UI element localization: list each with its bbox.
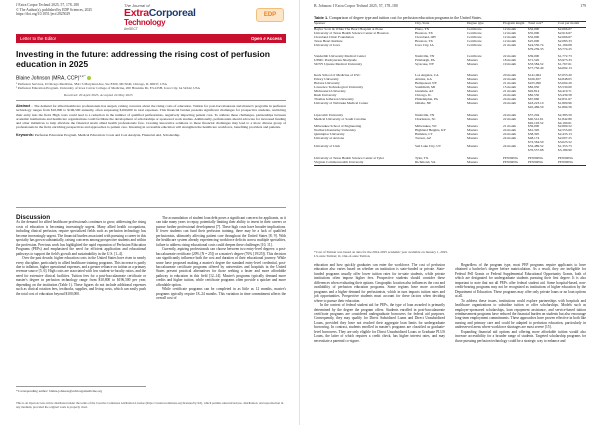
table-cell: Masters (467, 59, 478, 62)
table-caption-text: Comparison of degree type and tuition cost for perfusion education programs in the United States. (329, 16, 482, 20)
table-cell: 20 month (503, 74, 517, 78)
table-body (314, 27, 586, 165)
table-cell: 21 month (503, 82, 517, 86)
table-cell: Houston, TX (415, 39, 433, 43)
body-paragraph: Expanding financial aid options and offering more affordable tuition would also increase accessibility for a broader range of students. Targeted scholarship programs for those pursuing perfusion technology could be a strategic way to enhance and (455, 329, 586, 343)
table-cell: $71,520 (528, 59, 540, 62)
logo-corporeal: Corporeal (148, 7, 196, 19)
table-cell: Atlanta, GA (415, 78, 432, 82)
table-cell: 12 month (503, 27, 517, 31)
abstract-label: Abstract (16, 104, 31, 108)
table-cell: $7,053.20 (558, 74, 572, 78)
table-cell: $25,000 (528, 39, 540, 43)
table-cell: Chicago, IL (415, 94, 432, 98)
article-title: Investing in the future: addressing the rising cost of perfusion education in 2025 (16, 49, 271, 69)
table-cell: PENDING (558, 156, 574, 160)
running-head-citation: B. Johnson: J Extra Corpor Technol 2025, 57, 178–180 (314, 4, 398, 8)
table-cell: $82,950 (528, 86, 540, 90)
table-cell: $1,800.96 (558, 102, 572, 106)
abstract-text: – The demand for allied healthcare professionals has surged, raising concerns about the rising costs of education. Tuition for post-baccalaureate and master's programs in perfusion technology ranges from $10,800 to $196,500 annually, often surpassing $100,000 in total expenses. This financial burden presents significant challenges for prospective students, restricting their entry into the field. High costs could lead to a reduction in the number of qualified perfusionists, negatively impacting patient care. To address these challenges, partnerships between academic institutions and healthcare organizations could facilitate the development of scholarships or sponsored work studies. Additionally, perfusionists should advocate for increased funding and other initiatives to help alleviate the financial strain allied health professionals face. Creating innovative solutions to these financial challenges may lead to a more diverse group of professionals in the field, enriching perspectives and approaches to patient care. Investing in accessible education will strengthen the healthcare workforce, benefiting providers and patients. (16, 104, 286, 130)
table-cell: $40,541.61 (528, 117, 544, 121)
table-cell: 21 month (503, 90, 517, 94)
table-cell: 15 month (503, 86, 517, 90)
table-cell: $57,204 (528, 113, 540, 117)
table-cell: Certificate (467, 55, 482, 59)
journal-citation: J Extra Corpor Technol 2025, 57, 178–180 (16, 3, 79, 7)
table-cell: 21 month (503, 125, 517, 129)
table-notes (314, 250, 586, 258)
table-cell: PENDING (503, 156, 519, 160)
table-cell: PENDING (558, 161, 586, 165)
body-paragraph: In the context of federal student aid for PEPs, the type of loan awarded is primarily determined by the degree the program offers. Students enrolled in post-baccalaureate certificate programs are considered undergraduate borrowers for federal aid purposes. Consequently, they may qualify for Direct Subsidized Loans and Direct Unsubsidized Loans, provided they have not reached their aggregate loan limits for undergraduate borrowing. In contrast, students enrolled in master's programs are classified as graduate-level borrowers. They are only eligible for Direct Unsubsidized Loans or Graduate PLUS Loans, the latter of which requires a credit check, has higher interest rates, and may necessitate a parental co-signer. (314, 303, 445, 343)
table-cell: Los Angeles, CA (415, 74, 439, 78)
table-cell: Vanderbilt University Medical Center (314, 55, 366, 59)
table-cell: 24 month (503, 94, 517, 98)
table-cell: Certificate (467, 35, 482, 39)
table-cell: Milwaukee School of Engineering (314, 125, 362, 129)
column-header: City, State (415, 22, 467, 28)
table-cell: $2,916.67 (558, 31, 572, 35)
table-note: *Cost of Tuition was based on data for the 2024-2025 academic year available on January 1, 2025. (314, 250, 448, 254)
table-cell: Masters (467, 90, 478, 94)
table-cell: $59,000 (528, 125, 540, 129)
table-cell: 24 month (503, 133, 517, 137)
body-paragraph: While certificate programs can be completed in as little as 12 months, master's programs typically require 18–24 months. This variation in time commitment affects the overall cost of (156, 287, 286, 301)
table-cell: Baylor Scott & White The Heart Hospital at Plano (314, 27, 384, 31)
received-accepted-dates: Received: 20 April 2025, Accepted 24 May 2025 (64, 93, 133, 97)
table-cell: 24 month (503, 102, 517, 106)
journal-logo (124, 3, 208, 31)
table-cell: 12 month (503, 39, 517, 43)
table-cell: University of Texas Health Science Center at Houston (314, 31, 389, 35)
table-cell: Certificate (467, 27, 482, 31)
table-cell: Thomas Jefferson University (314, 98, 354, 102)
table-cell: $45,469.50 (528, 106, 544, 110)
table-cell: Certificate (467, 43, 482, 47)
table-cell: 19 month (503, 62, 517, 66)
table-cell: $24,550.74 (528, 43, 544, 47)
column-header: Sponsor (314, 22, 415, 28)
table-cell: Lipscomb University (314, 113, 344, 117)
table-cell: 12 month (503, 31, 517, 35)
table-cell: $3,439.58 (558, 94, 572, 98)
table-cell: $2,433.13 (558, 133, 572, 137)
table-cell: Masters (467, 86, 478, 90)
table-cell: Syracuse, NY (415, 62, 435, 66)
section-heading-discussion: Discussion (16, 214, 51, 221)
table-cell: $2,383.50 (558, 113, 572, 117)
table-cell: Masters (467, 161, 503, 165)
table-cell: $5,530.00 (558, 86, 572, 90)
table-cell: Glendale, AZ (415, 90, 434, 94)
author-line (16, 74, 91, 82)
column-header: Total cost* (528, 22, 558, 28)
table-cell: SUNY Upstate Medical University (314, 62, 363, 66)
table-cell: $82,550 (528, 94, 540, 98)
table-cell: Milwaukee, WI (415, 125, 437, 129)
logo-extra: Extra (124, 7, 149, 19)
table-cell: Medical University of South Carolina (314, 117, 366, 121)
open-access-label: Open ∂ Access (250, 36, 282, 41)
body-paragraph: Currently, aspiring professionals can choose between two entry-level degrees: a post-baccalaureate certificate (20% [N = 25]) or a master's degree (76% [19/25]). This decision can significantly influence both the cost and duration of their educational journey. While some have proposed making a master's degree the standard entry-level credential, post-baccalaureate certificate programs offered by universities and hospitals in the United States present practical alternatives for those seeking a faster and more affordable pathway to education in this field [12–14]. Master's programs typically demand more credits and higher tuition, while certificate programs often provide a quicker and more affordable option. (156, 247, 286, 287)
logo-prefix: The Journal of (124, 3, 150, 8)
table-cell: $32,489.52 (528, 145, 544, 149)
table-cell: $5,004.29 (558, 82, 572, 86)
abstract-box (16, 100, 286, 208)
table-cell: Quinnipiac University (314, 133, 345, 137)
table-cell: Keck School of Medicine of USC (314, 74, 361, 78)
table-cell: Hempstead, NY (415, 82, 438, 86)
body-paragraph: The accumulation of student loan debt poses a significant concern for applicants, as it can take many years to repay, potentially limiting their ability to invest in their careers or pursue further professional development [7]. These high costs have broader implications. If fewer students can fund their perfusion training, there may be a lack of qualified perfusionists, ultimately affecting patient care throughout the United States [8, 9]. With the healthcare system already experiencing workforce deficits across multiple specialties, failure to address rising educational costs could deepen these challenges [10, 11]. (156, 216, 286, 247)
table-cell: $4,419.71 (558, 90, 572, 94)
table-cell: Nashville, TN (415, 55, 435, 59)
doi-link[interactable]: https://doi.org/10.1051/ject/2025029 (16, 12, 71, 17)
table-cell: Emory University (314, 78, 339, 82)
table-cell: 22 month (503, 55, 517, 59)
table-cell: $2,083.33 (558, 39, 572, 43)
table-cell: $72,564.50 (528, 141, 544, 145)
table-cell: $2,809.52 (558, 125, 572, 129)
table-cell: $4,848.05 (558, 78, 572, 82)
table-cell: Masters (467, 133, 478, 137)
affiliations (16, 82, 286, 91)
table-cell: $1,353.73 (558, 145, 572, 149)
table-cell: Masters (467, 74, 478, 78)
table-cell: $32,000 (528, 35, 540, 39)
table-cell: Cleveland Clinic Foundation (314, 35, 354, 39)
table-cell: $92,193.52 (528, 121, 544, 125)
table-cell: 24 month (503, 98, 517, 102)
table-cell: $92,814 (528, 90, 540, 94)
journal-meta (16, 3, 92, 17)
table-cell: Certificate (467, 39, 482, 43)
table-cell: University of Texas Health Science Center at Tyler (314, 156, 384, 160)
table-cell: Midwestern University (314, 90, 346, 94)
table-cell: Masters (467, 156, 478, 160)
table-cell: $39,000 (528, 55, 540, 59)
affiliation: ² Perfusion Education Program, University of Iowa Carver College of Medicine, 200 Hawkins Dr, E3-225H, Iowa City, IA 52242, USA (16, 86, 201, 91)
table-cell: Nashville, TN (415, 113, 435, 117)
table-cell: Houston, TX (415, 31, 433, 35)
article-type: Letter to the Editor (20, 36, 57, 41)
table-cell: $4,092.13 (558, 66, 572, 70)
table-cell: $1,894.56 (558, 106, 572, 110)
table-cell: Masters (467, 62, 478, 66)
right-column-2 (455, 263, 586, 343)
keywords-line (16, 133, 286, 137)
table-cell: $3,189.90 (558, 149, 572, 153)
table-cell: Masters (467, 117, 478, 121)
table-cell: 24 month (503, 145, 517, 149)
affiliation: ¹ Perfusion Services, UChicago Medicine, 5841 S Maryland Ave, Ste E300, MC5040, Chicago, IL 60637, USA (16, 82, 167, 86)
running-head (314, 4, 586, 8)
table-cell: Charleston, SC (415, 117, 436, 121)
table-cell: Tyler, TX (415, 156, 429, 160)
table-cell: University of Nebraska Medical Center (314, 102, 369, 106)
left-column-2 (156, 216, 286, 301)
table-cell: Masters (467, 98, 478, 102)
right-column-1 (314, 263, 445, 343)
logo-technology: Technology (124, 18, 166, 27)
table-cell: Omaha, NE (415, 102, 432, 106)
table-cell: $1,772.73 (558, 55, 572, 59)
column-header: Cost per month (558, 22, 586, 28)
body-paragraph: Regardless of the program type, most PEP programs require applicants to have obtained a bachelor's degree before matriculation. As a result, they are ineligible for Federal Pell Grants or Federal Supplemental Educational Opportunity Grants, both of which are designated for undergraduate students pursuing their first degree. It is also important to note that not all PEPs offer federal student aid. Some hospital-based, non-credit-bearing programs may not be recognized as institutions of higher education by the Department of Education. These programs may offer only private loans or no loan options at all. (455, 263, 586, 299)
table-caption (314, 15, 586, 20)
table-cell: Masters (467, 113, 478, 117)
table-cell: $2,666.67 (558, 27, 572, 31)
table-cell: Masters (467, 145, 478, 149)
table-cell: Virginia Commonwealth University (314, 161, 415, 165)
table-cell: $61,320 (528, 129, 540, 133)
table-cell: Texas Heart Institute (314, 39, 343, 43)
table-cell: $79,259.33 (528, 47, 544, 51)
table-cell: Certificate (467, 31, 482, 35)
table-cell: $77,750.40 (528, 66, 544, 70)
table-cell: $3,023.52 (558, 141, 572, 145)
table-cell: $32,000 (528, 27, 540, 31)
author-marks: 1,2,* (79, 74, 86, 78)
table-cell: Philadelphia, PA (415, 98, 438, 102)
copyright-line: © The Author(s), published by EDP Sciences, 2025 (16, 7, 93, 12)
table-cell: Rush University (314, 94, 337, 98)
body-paragraph: education and how quickly graduates can enter the workforce. The cost of perfusion education also varies based on whether an institution is state-funded or private. State-funded programs usually offer lower tuition rates for in-state students, while private institutions often impose higher fees. Prospective students should consider these differences when evaluating their options. Geographic location also influences the cost and availability of perfusion education programs. Some regions have more accredited programs and a higher demand for perfusionists, which in turn impacts tuition rates and job opportunities. Prospective students must account for these factors when deciding where to pursue their education. (314, 263, 445, 303)
tuition-table (314, 21, 586, 166)
table-cell: $35,000 (528, 31, 540, 35)
body-paragraph: As the demand for allied healthcare professionals continues to grow, addressing the rising costs of education is becoming increasingly urgent. Many allied health occupations, including clinical perfusion, require specialized fields such as perfusion technology has become increasingly urgent. The financial burden associated with pursuing a career in this specialty has grown substantially, raising concerns among prospective students and within the profession. Previous work has highlighted the rapid expansion of Perfusion Education Programs (PEPs) and emphasized the need for efficient application and educational pathways to support the field's growth and sustainability in the U.S. [1–4]. (16, 220, 146, 256)
table-cell: $58,395 (528, 133, 540, 137)
left-column-1 (16, 216, 146, 296)
table-cell: Masters (467, 94, 478, 98)
table-cell: 22 month (503, 117, 517, 121)
table-cell: 24 month (503, 113, 517, 117)
table-cell: $2,831.67 (558, 98, 572, 102)
table-cell: Masters (467, 129, 478, 133)
table-cell: 24 month (503, 137, 517, 141)
table-cell: $1,169.08 (558, 43, 572, 47)
body-paragraph: Over the past decade, higher education costs in the United States have risen in nearly every discipline, particularly in allied healthcare training programs. This increase is partly due to inflation, higher operational expenses, and a greater reliance on tuition as a primary revenue source [5, 6]. High costs are associated with low student-to-faculty ratios, and the need for extensive clinical facilities. Tuition fees for a post-baccalaureate certificate or master's degree in perfusion technology range from $10,800 to $196,500 per year, depending on the institution (Table 1). These figures do not include additional expenses such as clinical rotation fees, textbooks, supplies, and living costs, which can easily push the total cost of education beyond $100,000. (16, 256, 146, 296)
table-cell: Southfield, MI (415, 86, 436, 90)
table-cell: Masters (467, 82, 478, 86)
table-label: Table 1. (314, 15, 329, 20)
logo-tagline: AmSECT (124, 27, 138, 31)
table-cell: University of Arizona (314, 137, 344, 141)
table-cell: $3,973.33 (558, 59, 572, 62)
table-cell: University of Iowa (314, 43, 340, 47)
page-179 (300, 0, 600, 425)
table-cell: Highland Heights, KY (415, 129, 447, 133)
table-cell: 21 month (503, 43, 517, 47)
body-paragraph: To address these issues, institutions could explore partnerships with hospitals and healthcare organizations to subsidize tuition or offer scholarships. Models such as employer-sponsored scholarships, loan repayment assistance, and service-based tuition reimbursement programs have reduced the financial burden on students but also encourage long-term employment commitments. These approaches have proven effective in both like nursing and primary care and could be adapted to perfusion education, particularly in underserved areas where workforce shortages are most severe [15]. (455, 298, 586, 330)
table-cell: Tucson, AZ (415, 137, 432, 141)
table-cell: Richmond, VA (415, 161, 467, 165)
author-name: Blaine Johnson (MRA, CCP) (16, 75, 80, 82)
table-cell: Plano, TX (415, 27, 430, 31)
table-cell: Masters (467, 78, 478, 82)
table-note: I-S-state Tuition; O- Out-of-state Tuition. (314, 254, 371, 259)
table-cell: Masters (467, 102, 478, 106)
table-cell: Masters (467, 125, 478, 129)
table-cell: 18 month (503, 59, 517, 62)
table-cell: 24 month (503, 129, 517, 133)
table-cell: $2,007.25 (558, 137, 572, 141)
table-cell: PENDING (528, 156, 544, 160)
table-cell: 12 month (503, 35, 517, 39)
table-cell: UPMC Presbyterian Shadyside (314, 59, 357, 62)
license-text: This is an Open Access article distributed under the terms of the Creative Commons Attribution License (https://creativecommons.org/licenses/by/4.0), which permits unrestricted use, distribution, and reproduction in any medium, provided the original work is properly cited. (16, 401, 284, 409)
table-cell: $106,657 (528, 78, 541, 82)
table-cell: Lawrence Technological University (314, 86, 364, 90)
table-cell: $76,557.68 (528, 149, 544, 153)
table-cell: $2,666.67 (558, 35, 572, 39)
page-number: 179 (580, 4, 586, 8)
corresponding-author-footnote: *Corresponding author: blaine.johnson@uchicagomedicine.org (16, 386, 146, 393)
table-cell: $33,584.52 (528, 62, 544, 66)
table-cell: Northern Kentucky University (314, 129, 357, 133)
table-cell: $2,555.00 (558, 129, 572, 133)
orcid-icon[interactable] (87, 76, 91, 80)
article-type-banner (16, 34, 286, 43)
table-cell: $3,774.25 (558, 47, 572, 51)
table-cell: PENDING (528, 161, 558, 165)
table-row (314, 161, 586, 165)
table-cell: Masters (467, 137, 478, 141)
table-cell: $43,223.10 (528, 102, 544, 106)
table-cell: Hofstra University (314, 82, 340, 86)
table-cell: Salt Lake City, UT (415, 145, 441, 149)
table-cell: $48,174 (528, 137, 540, 141)
table-cell: Iowa City, IA (415, 43, 434, 47)
column-header: Degree type (467, 22, 503, 28)
table-cell: $1,767.61 (558, 62, 572, 66)
table-cell: Pittsburgh, PA (415, 59, 435, 62)
table-cell: Hamden, CT (415, 133, 433, 137)
table-cell: $1,842.80 (558, 117, 572, 121)
table-cell: University of Utah (314, 145, 340, 149)
table-cell: 22 month (503, 78, 517, 82)
table-cell: $105,090 (528, 82, 541, 86)
keywords-text: Perfusion Education Program, Medical Education: Costs and Cost Analysis, Financial Aid, Scholarship. (34, 132, 181, 137)
table-cell: $141,064 (528, 74, 541, 78)
table-cell: $67,960 (528, 98, 540, 102)
keywords-label: Keywords: (16, 132, 34, 137)
table-cell: PENDING (503, 161, 528, 165)
column-header: Program length (503, 22, 528, 28)
publisher-logo: EDP (256, 8, 284, 22)
table-cell: Cleveland, OH (415, 35, 436, 39)
table-cell: $4,190.61 (558, 121, 572, 125)
